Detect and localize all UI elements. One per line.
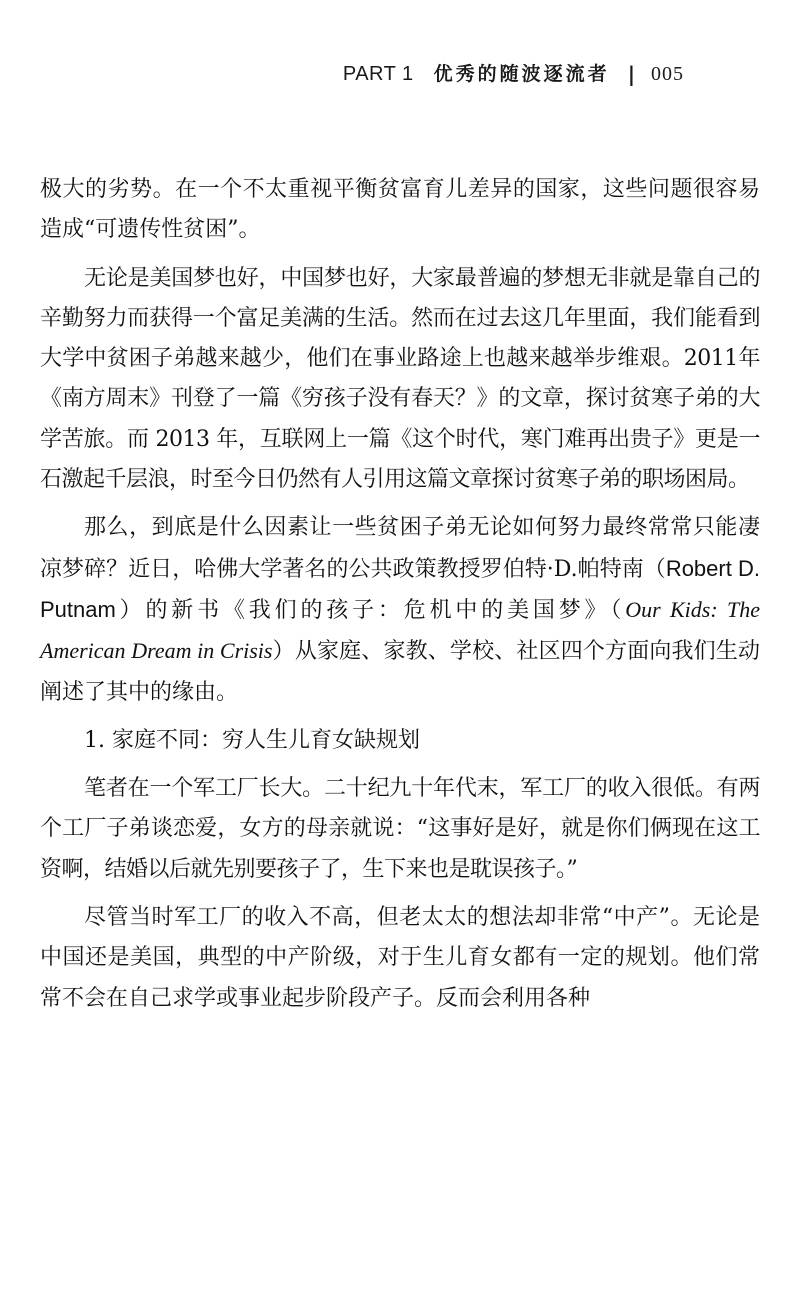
header-separator: | — [627, 62, 635, 86]
paragraph-3-part-3: ）从家庭、家教、学校、社区四个方面向我们生动阐述了其中的缘由。 — [40, 639, 760, 705]
paragraph-3-part-1: 那么，到底是什么因素让一些贫困子弟无论如何努力最终常常只能凄凉梦碎？近日，哈佛大学著名的公共政策教授罗伯特·D.帕特南（ — [40, 515, 760, 582]
author-english-name: Robert D. Putnam — [40, 555, 760, 622]
paragraph-5: 笔者在一个军工厂长大。二十纪九十年代末，军工厂的收入很低。有两个工厂子弟谈恋爱，女方的母亲就说：“这事好是好，就是你们俩现在这工资啊，结婚以后就先别要孩子了，生下来也是耽误孩子。” — [40, 776, 760, 882]
part-label: PART 1 — [342, 63, 414, 85]
subheading-family-difference: 1. 家庭不同：穷人生儿育女缺规划 — [84, 727, 420, 753]
running-header — [343, 62, 684, 86]
body-text — [40, 170, 760, 1027]
section-title: 优秀的随波逐流者 — [433, 63, 610, 85]
page-number: 005 — [651, 63, 684, 85]
book-title-english: Our Kids: The American Dream in Crisis — [40, 596, 760, 664]
paragraph-3 — [40, 508, 760, 712]
paragraph-1: 极大的劣势。在一个不太重视平衡贫富育儿差异的国家，这些问题很容易造成“可遗传性贫困”。 — [40, 177, 760, 243]
paragraph-6: 尽管当时军工厂的收入不高，但老太太的想法却非常“中产”。无论是中国还是美国，典型的中产阶级，对于生儿育女都有一定的规划。他们常常不会在自己求学或事业起步阶段产子。反而会利用各种 — [40, 905, 760, 1011]
paragraph-3-part-2: ）的新书《我们的孩子：危机中的美国梦》（ — [115, 597, 626, 623]
paragraph-2: 无论是美国梦也好，中国梦也好，大家最普遍的梦想无非就是靠自己的辛勤努力而获得一个富足美满的生活。然而在过去这几年里面，我们能看到大学中贫困子弟越来越少，他们在事业路途上也越来越举步维艰。2011年《南方周末》刊登了一篇《穷孩子没有春天？》的文章，探讨贫寒子弟的大学苦旅。而 2013 年，互联网上一篇《这个时代，寒门难再出贵子》更是一石激起千层浪，时至今日仍然有人引用这篇文章探讨贫寒子弟的职场困局。 — [40, 265, 760, 493]
